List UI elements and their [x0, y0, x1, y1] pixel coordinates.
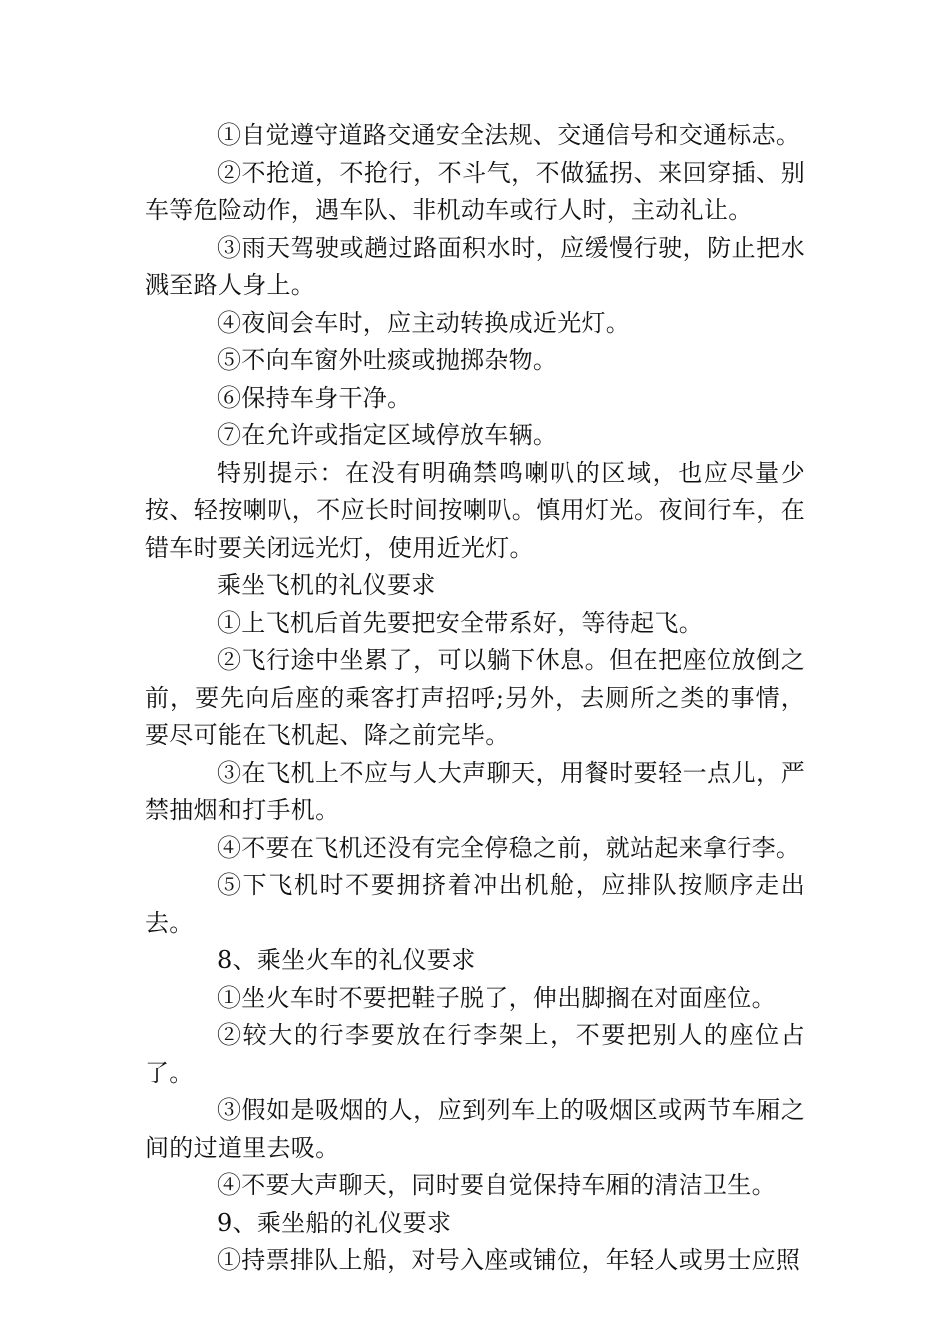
paragraph-5: ⑤不向车窗外吐痰或抛掷杂物。	[217, 346, 558, 374]
document-body	[145, 117, 805, 1280]
paragraph-airplane-2: ②飞行途中坐累了，可以躺下休息。但在把座位放倒之前，要先向后座的乘客打声招呼;另外，去厕所之类的事情，要尽可能在飞机起、降之前完毕。	[145, 646, 805, 749]
section-heading-train: 8、乘坐火车的礼仪要求	[217, 946, 476, 974]
paragraph-7: ⑦在允许或指定区域停放车辆。	[217, 421, 558, 449]
paragraph-train-2: ②较大的行李要放在行李架上，不要把别人的座位占了。	[145, 1021, 805, 1087]
paragraph-train-1: ①坐火车时不要把鞋子脱了，伸出脚搁在对面座位。	[217, 983, 776, 1012]
paragraph-2: ②不抢道，不抢行，不斗气，不做猛拐、来回穿插、别车等危险动作，遇车队、非机动车或行人时，主动礼让。	[145, 158, 805, 224]
paragraph-train-3: ③假如是吸烟的人，应到列车上的吸烟区或两节车厢之间的过道里去吸。	[145, 1096, 805, 1162]
paragraph-1: ①自觉遵守道路交通安全法规、交通信号和交通标志。	[217, 121, 801, 149]
paragraph-4: ④夜间会车时，应主动转换成近光灯。	[217, 308, 631, 337]
paragraph-airplane-1: ①上飞机后首先要把安全带系好，等待起飞。	[217, 608, 703, 637]
paragraph-airplane-3: ③在飞机上不应与人大声聊天，用餐时要轻一点儿，严禁抽烟和打手机。	[145, 758, 805, 824]
section-heading-airplane: 乘坐飞机的礼仪要求	[217, 571, 436, 599]
section-heading-ship: 9、乘坐船的礼仪要求	[217, 1208, 452, 1237]
special-note-paragraph: 特别提示：在没有明确禁鸣喇叭的区域，也应尽量少按、轻按喇叭，不应长时间按喇叭。慎用灯光。夜间行车，在错车时要关闭远光灯，使用近光灯。	[145, 458, 805, 562]
paragraph-ship-1: ①持票排队上船，对号入座或铺位，年轻人或男士应照	[217, 1246, 801, 1274]
paragraph-6: ⑥保持车身干净。	[217, 383, 412, 412]
paragraph-airplane-5: ⑤下飞机时不要拥挤着冲出机舱，应排队按顺序走出去。	[145, 871, 805, 937]
paragraph-3: ③雨天驾驶或趟过路面积水时，应缓慢行驶，防止把水溅至路人身上。	[145, 233, 805, 299]
paragraph-train-4: ④不要大声聊天，同时要自觉保持车厢的清洁卫生。	[217, 1171, 776, 1199]
paragraph-airplane-4: ④不要在飞机还没有完全停稳之前，就站起来拿行李。	[217, 833, 801, 862]
